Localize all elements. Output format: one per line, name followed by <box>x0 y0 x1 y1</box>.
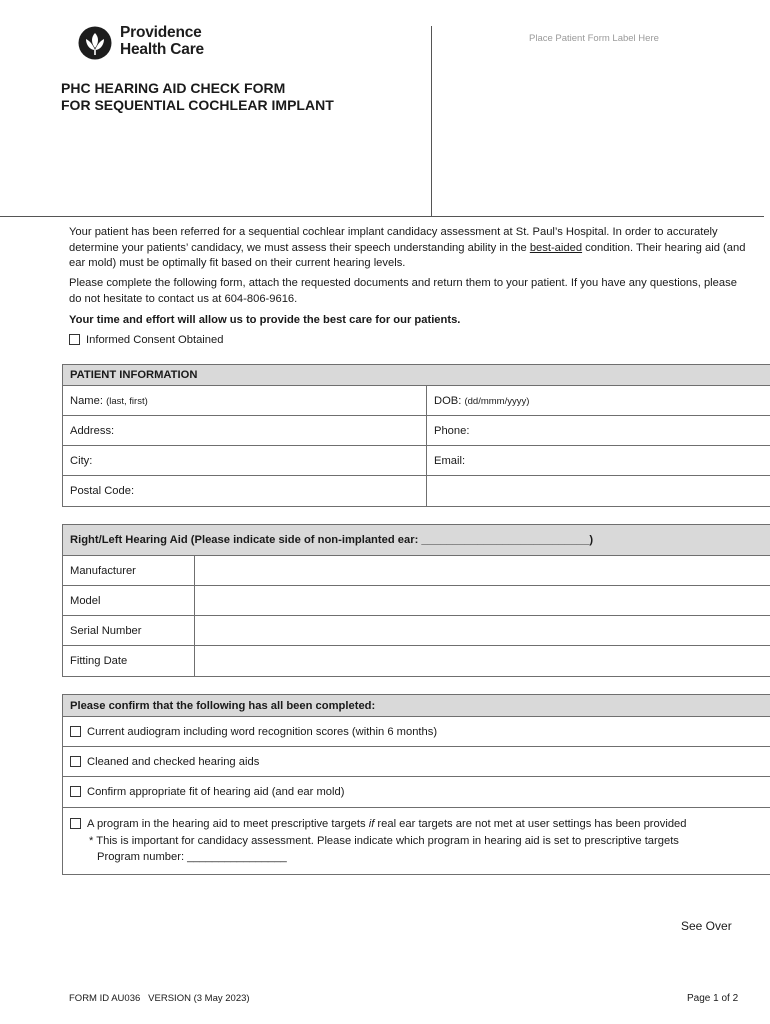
form-id-version: FORM ID AU036 VERSION (3 May 2023) <box>69 993 250 1004</box>
header-vertical-divider <box>431 26 432 216</box>
program-checkbox[interactable] <box>70 818 81 829</box>
fit-label: Confirm appropriate fit of hearing aid (and ear mold) <box>87 786 345 798</box>
fitting-date-input[interactable] <box>195 646 770 677</box>
serial-number-input[interactable] <box>195 616 770 646</box>
program-number-field[interactable]: Program number: ________________ <box>97 850 287 863</box>
city-label: City: <box>70 454 93 467</box>
address-field[interactable] <box>63 416 427 446</box>
consent-row <box>69 334 223 346</box>
cleaned-checkbox[interactable] <box>70 756 81 767</box>
consent-label: Informed Consent Obtained <box>86 334 224 346</box>
email-field[interactable] <box>427 446 770 476</box>
providence-leaf-icon <box>78 26 112 60</box>
model-input[interactable] <box>195 586 770 616</box>
serial-number-label: Serial Number <box>63 616 195 646</box>
name-field[interactable] <box>63 386 427 416</box>
address-label: Address: <box>70 424 115 437</box>
checklist-item-program <box>63 808 770 875</box>
program-label-if: if <box>368 818 375 830</box>
form-title-line2: FOR SEQUENTIAL COCHLEAR IMPLANT <box>61 97 334 113</box>
checklist-item-fit <box>63 777 770 808</box>
audiogram-label: Current audiogram including word recognition scores (within 6 months) <box>87 725 438 738</box>
model-label: Model <box>63 586 195 616</box>
email-label: Email: <box>434 454 466 467</box>
see-over-text: See Over <box>681 919 732 933</box>
providence-logo <box>78 24 218 64</box>
phone-field[interactable] <box>427 416 770 446</box>
empty-cell <box>427 476 770 507</box>
fitting-date-label: Fitting Date <box>63 646 195 677</box>
name-hint: (last, first) <box>106 395 148 407</box>
checklist-table <box>62 694 770 875</box>
dob-label: DOB: <box>434 394 462 407</box>
checklist-heading: Please confirm that the following has all been completed: <box>63 695 770 717</box>
intro-paragraph-2: Please complete the following form, attach the requested documents and return them to your patient. If you have any questions, please do not hesitate to contact us at 604-806-9616. <box>69 277 737 305</box>
intro-p1-text-b: condition. Their hearing aid (and ear mold) must be optimally fit based on their current hearing levels. <box>69 241 746 269</box>
program-note-line1: * This is important for candidacy assessment. Please indicate which program in hearing aid is set to prescriptive targets <box>89 835 679 847</box>
program-label-a: A program in the hearing aid to meet prescriptive targets <box>87 818 369 830</box>
hearing-aid-table <box>62 524 770 677</box>
name-label: Name: <box>70 394 103 407</box>
intro-paragraph-1 <box>69 225 749 272</box>
intro-paragraph-3: Your time and effort will allow us to provide the best care for our patients. <box>69 314 461 326</box>
manufacturer-label: Manufacturer <box>63 556 195 586</box>
manufacturer-input[interactable] <box>195 556 770 586</box>
postal-code-field[interactable] <box>63 476 427 507</box>
fit-checkbox[interactable] <box>70 786 81 797</box>
best-aided-text: best-aided <box>529 241 583 254</box>
patient-label-placeholder: Place Patient Form Label Here <box>529 33 659 44</box>
logo-line1: Providence <box>120 24 202 41</box>
dob-hint: (dd/mmm/yyyy) <box>464 395 530 407</box>
page-number: Page 1 of 2 <box>687 993 739 1004</box>
checklist-item-audiogram <box>63 717 770 747</box>
consent-checkbox[interactable] <box>69 334 80 345</box>
patient-info-heading: PATIENT INFORMATION <box>63 365 770 386</box>
program-label-b: real ear targets are not met at user settings has been provided <box>374 818 687 830</box>
form-title <box>61 80 334 114</box>
postal-code-label: Postal Code: <box>70 485 135 497</box>
patient-info-table <box>62 364 770 507</box>
cleaned-label: Cleaned and checked hearing aids <box>87 755 260 768</box>
header-horizontal-divider <box>0 216 764 217</box>
dob-field[interactable] <box>427 386 770 416</box>
audiogram-checkbox[interactable] <box>70 726 81 737</box>
checklist-item-cleaned <box>63 747 770 777</box>
city-field[interactable] <box>63 446 427 476</box>
phone-label: Phone: <box>434 424 470 437</box>
hearing-aid-heading: Right/Left Hearing Aid (Please indicate side of non-implanted ear: ___________________________) <box>63 525 770 556</box>
program-note <box>70 834 770 865</box>
logo-line2: Health Care <box>120 41 204 58</box>
form-title-line1: PHC HEARING AID CHECK FORM <box>61 80 286 96</box>
intro-p1-text-a: Your patient has been referred for a sequential cochlear implant candidacy assessment at St. Paul’s Hospital. In order to accurately determine your patients’ candidacy, we must assess their speech understanding ability in the <box>69 226 718 254</box>
